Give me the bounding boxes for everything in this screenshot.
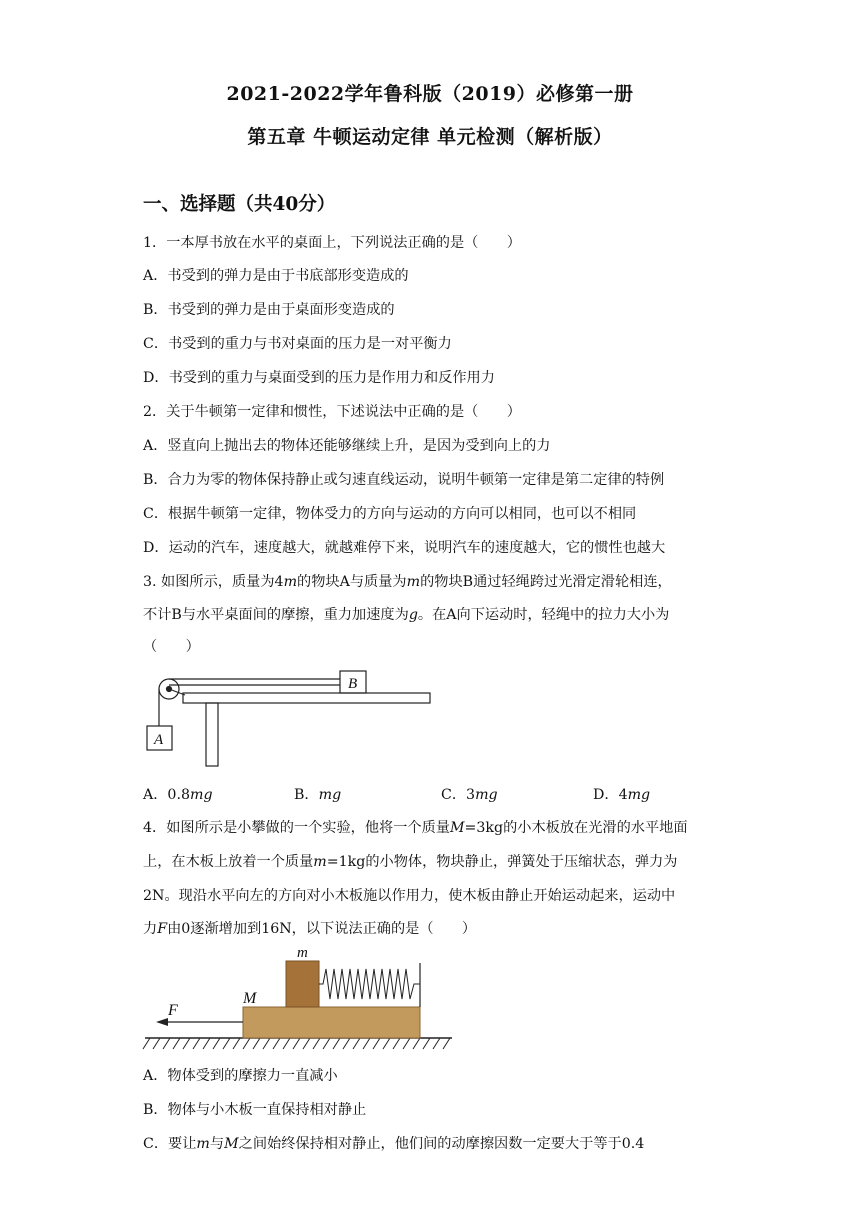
block-m: [286, 961, 319, 1007]
q4-stem-line1: 4．如图所示是小攀做的一个实验，他将一个质量M=3kg的小木板放在光滑的水平地面: [143, 820, 688, 836]
q1-option-c: C．书受到的重力与书对桌面的压力是一对平衡力: [143, 336, 452, 352]
q4-option-a: A．物体受到的摩擦力一直减小: [143, 1068, 338, 1084]
table-leg: [206, 703, 218, 766]
document-subtitle: 第五章 牛顿运动定律 单元检测（解析版）: [247, 126, 613, 148]
q1-option-b: B．书受到的弹力是由于桌面形变造成的: [143, 302, 395, 318]
label-b: B: [348, 676, 358, 692]
board-m: [243, 1007, 420, 1038]
label-big-m: M: [243, 990, 257, 1007]
q4-stem-line3: 2N。现沿水平向左的方向对小木板施以作用力，使木板由静止开始运动起来，运动中: [143, 888, 676, 904]
q3-pulley-figure: [140, 665, 440, 775]
label-a: A: [154, 732, 164, 748]
document-title: 2021-2022学年鲁科版（2019）必修第一册: [226, 83, 634, 105]
q3-stem-line3: （ ）: [143, 639, 200, 655]
q1-option-d: D．书受到的重力与桌面受到的压力是作用力和反作用力: [143, 370, 495, 386]
label-f: F: [168, 1002, 178, 1019]
label-small-m: m: [297, 945, 308, 961]
q3-stem-line2: 不计B与水平桌面间的摩擦，重力加速度为g。在A向下运动时，轻绳中的拉力大小为: [143, 607, 670, 623]
q4-stem-line4: 力F由0逐渐增加到16N，以下说法正确的是（ ）: [143, 921, 477, 937]
q4-option-c: C．要让m与M之间始终保持相对静止，他们间的动摩擦因数一定要大于等于0.4: [143, 1136, 645, 1152]
q2-option-d: D．运动的汽车，速度越大，就越难停下来，说明汽车的速度越大，它的惯性也越大: [143, 540, 666, 556]
q4-board-spring-figure: [140, 945, 460, 1055]
q4-option-b: B．物体与小木板一直保持相对静止: [143, 1102, 367, 1118]
q2-option-a: A．竖直向上抛出去的物体还能够继续上升，是因为受到向上的力: [143, 438, 551, 454]
table-top: [183, 693, 430, 703]
q2-option-c: C．根据牛顿第一定律，物体受力的方向与运动的方向可以相同，也可以不相同: [143, 506, 637, 522]
q2-option-b: B．合力为零的物体保持静止或匀速直线运动，说明牛顿第一定律是第二定律的特例: [143, 472, 665, 488]
section-heading: 一、选择题（共40分）: [143, 194, 336, 215]
q1-option-a: A．书受到的弹力是由于书底部形变造成的: [143, 268, 409, 284]
q3-stem-line1: 3. 如图所示，质量为4m的物块A与质量为m的物块B通过轻绳跨过光滑定滑轮相连，: [143, 574, 672, 590]
spring: [319, 969, 420, 999]
q3-option-d: D．4mg: [593, 787, 651, 803]
q2-stem: 2．关于牛顿第一定律和惯性，下述说法中正确的是（ ）: [143, 404, 521, 420]
q3-option-c: C．3mg: [441, 787, 498, 803]
q1-stem: 1．一本厚书放在水平的桌面上，下列说法正确的是（ ）: [143, 235, 521, 251]
q4-stem-line2: 上，在木板上放着一个质量m=1kg的小物体，物块静止，弹簧处于压缩状态，弹力为: [143, 854, 678, 870]
q3-option-b: B．mg: [294, 787, 342, 803]
q3-option-a: A．0.8mg: [143, 787, 213, 803]
ground-hatching: [143, 1038, 450, 1049]
